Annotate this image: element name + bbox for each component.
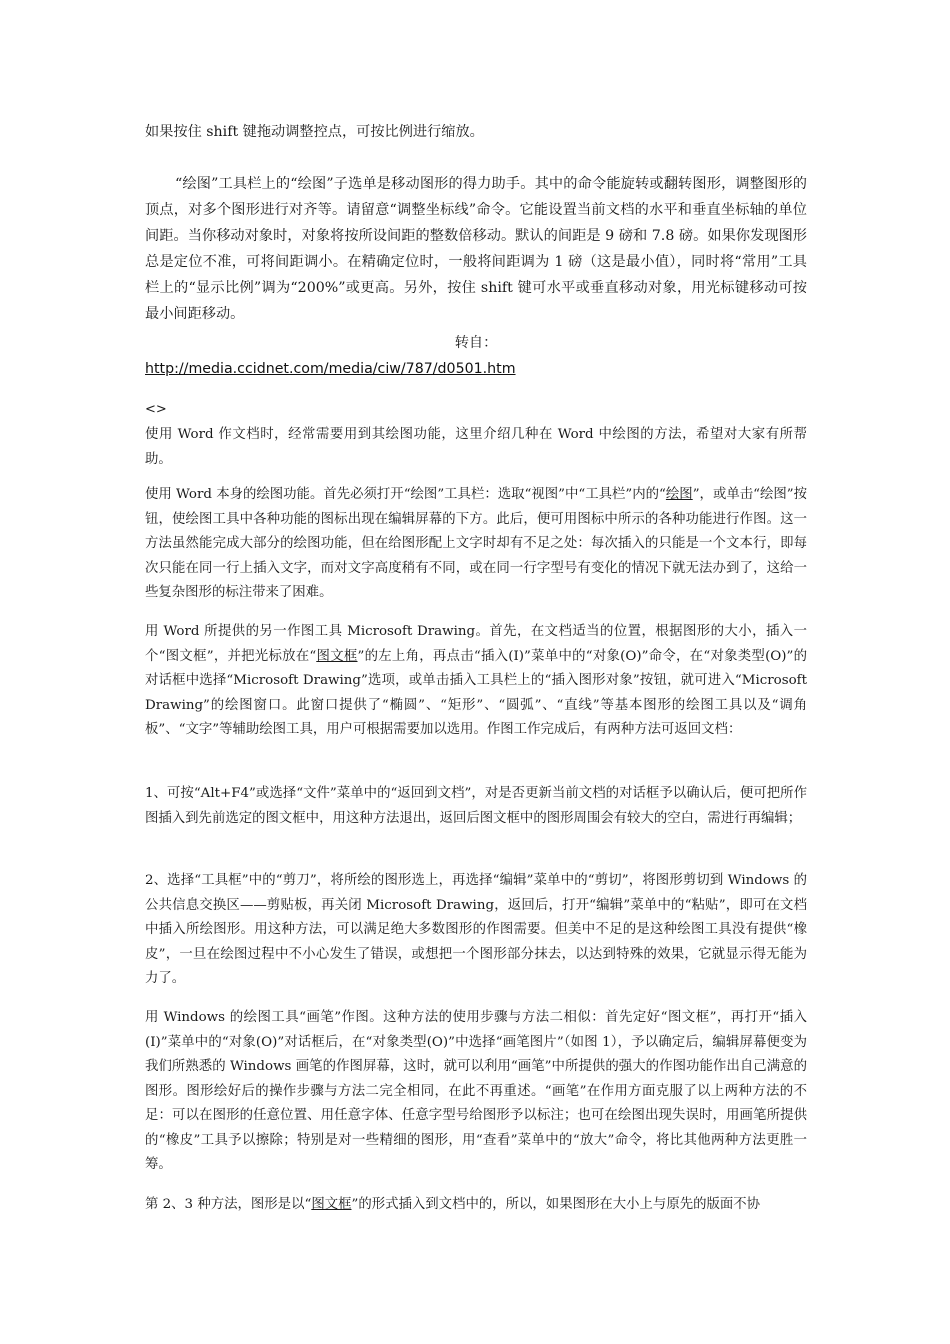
source-link[interactable]: http://media.ccidnet.com/media/ciw/787/d0501.htm: [145, 361, 516, 377]
note-underlined-term: 图文框: [311, 1197, 352, 1212]
method-1-underlined-term: 绘图: [665, 487, 693, 502]
paragraph-method-2: [145, 620, 807, 743]
method-2-underlined-term: 图文框: [316, 648, 358, 664]
paragraph-return-option-1: 1、可按“Alt+F4”或选择“文件”菜单中的“返回到文档”，对是否更新当前文档的对话框予以确认后，便可把所作图插入到先前选定的图文框中，用这种方法退出，返回后图文框中的图形周围会有较大的空白，需进行再编辑；: [145, 786, 807, 826]
paragraph-shift-scaling: 如果按住 shift 键拖动调整控点，可按比例进行缩放。: [145, 124, 484, 140]
paragraph-return-option-2: 2、选择“工具框”中的“剪刀”，将所绘的图形选上，再选择“编辑”菜单中的“剪切”，将图形剪切到 Windows 的公共信息交换区——剪贴板，再关闭 Microsoft Drawing，返回后，打开“编辑”菜单中的“粘贴”，即可在文档中插入所绘图形。用这种方法，可以满足绝大多数图形的作图需要。但美中不足的是这种绘图工具没有提供“橡皮”，一旦在绘图过程中不小心发生了错误，或想把一个图形部分抹去，以达到特殊的效果，它就显示得无能为力了。: [145, 873, 807, 986]
paragraph-method-1: [145, 483, 807, 606]
note-text-b: ”的形式插入到文档中的，所以，如果图形在大小上与原先的版面不协: [351, 1197, 761, 1212]
method-1-text-a: 使用 Word 本身的绘图功能。首先必须打开“绘图”工具栏：选取“视图”中“工具栏”内的“: [145, 487, 666, 502]
paragraph-methods-2-3-note: [145, 1193, 807, 1218]
method-2-text-a: 用 Word 所提供的另一作图工具 Microsoft Drawing。首先，在文档适当的位置，根据图形的大小，插入一个“图文框”，并把光标放在“: [145, 624, 807, 664]
html-marker: <>: [145, 402, 167, 417]
note-text-a: 第 2、3 种方法，图形是以“: [145, 1197, 312, 1212]
method-2-text-b: ”的左上角，再点击“插入(I)”菜单中的“对象(O)”命令，在“对象类型(O)”的对话框中选择“Microsoft Drawing”选项，或单击插入工具栏上的“插入图形对象”按钮，就可进入“Microsoft Drawing”的绘图窗口。此窗口提供了“椭圆”、“矩形”、“圆弧”、“直线”等基本图形的绘图工具以及“调角板”、“文字”等辅助绘图工具，用户可根据需要加以选用。作图工作完成后，有两种方法可返回文档：: [145, 648, 807, 737]
source-label: 转自：: [454, 335, 498, 351]
paragraph-intro: 使用 Word 作文档时，经常需要用到其绘图功能，这里介绍几种在 Word 中绘图的方法，希望对大家有所帮助。: [145, 427, 807, 467]
paragraph-method-3: 用 Windows 的绘图工具“画笔”作图。这种方法的使用步骤与方法二相似：首先定好“图文框”，再打开“插入(I)”菜单中的“对象(O)”对话框后，在“对象类型(O)”中选择“画笔图片”（如图 1），予以确定后，编辑屏幕便变为我们所熟悉的 Windows 画笔的作图屏幕，这时，就可以利用“画笔”中所提供的强大的作图功能作出自己满意的图形。图形绘好后的操作步骤与方法二完全相同，在此不再重述。“画笔”在作用方面克服了以上两种方法的不足：可以在图形的任意位置、用任意字体、任意字型号给图形予以标注；也可在绘图出现失误时，用画笔所提供的“橡皮”工具予以擦除；特别是对一些精细的图形，用“查看”菜单中的“放大”命令，将比其他两种方法更胜一筹。: [145, 1010, 807, 1172]
method-1-text-b: ”，或单击“绘图”按钮，使绘图工具中各种功能的图标出现在编辑屏幕的下方。此后，便可用图标中所示的各种功能进行作图。这一方法虽然能完成大部分的绘图功能，但在给图形配上文字时却有不足之处：每次插入的只能是一个文本行，即每次只能在同一行上插入文字，而对文字高度稍有不同，或在同一行字型号有变化的情况下就无法办到了，这给一些复杂图形的标注带来了困难。: [145, 487, 807, 600]
paragraph-drawing-submenu: “绘图”工具栏上的“绘图”子选单是移动图形的得力助手。其中的命令能旋转或翻转图形，调整图形的顶点，对多个图形进行对齐等。请留意“调整坐标线”命令。它能设置当前文档的水平和垂直坐标轴的单位间距。当你移动对象时，对象将按所设间距的整数倍移动。默认的间距是 9 磅和 7.8 磅。如果你发现图形总是定位不准，可将间距调小。在精确定位时，一般将间距调为 1 磅（这是最小值），同时将“常用”工具栏上的“显示比例”调为“200%”或更高。另外，按住 shift 键可水平或垂直移动对象，用光标键移动可按最小间距移动。: [145, 176, 807, 322]
